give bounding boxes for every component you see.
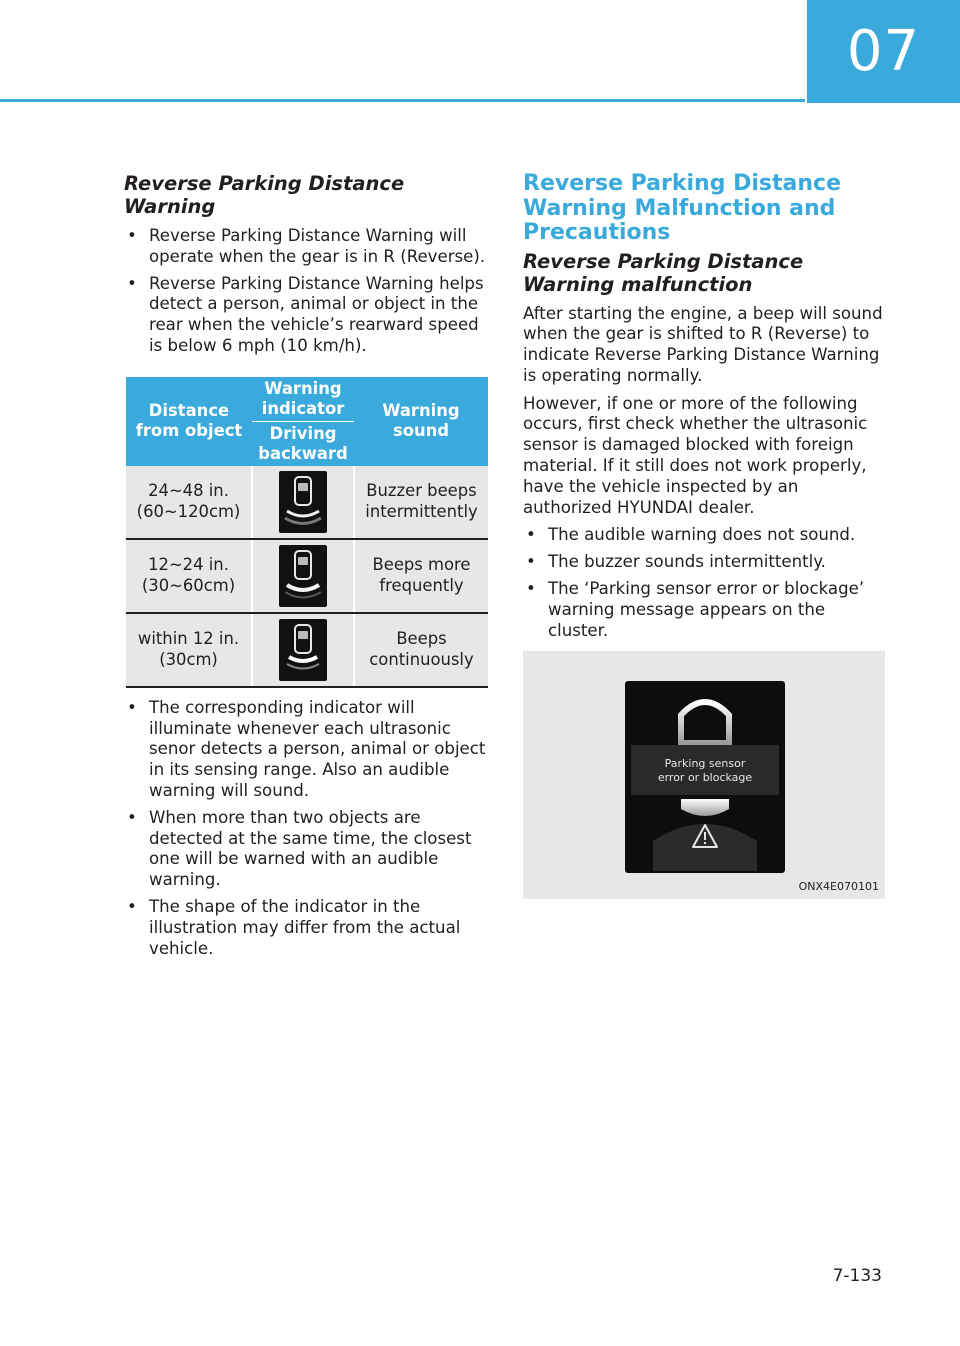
chapter-tab: [807, 0, 960, 103]
header-sound: Warning sound: [354, 377, 488, 466]
sound-cell: Beeps continuously: [354, 613, 488, 687]
header-driving: Driving backward: [252, 421, 354, 466]
cluster-warning-figure: [523, 651, 885, 899]
section-heading: Reverse Parking Distance Warning: [124, 172, 405, 218]
list-item: • Reverse Parking Distance Warning will operate when the gear is in R (Reverse).: [124, 226, 488, 268]
sound-cell: Buzzer beeps intermittently: [354, 466, 488, 539]
chapter-number: 07: [846, 19, 921, 84]
list-item: • When more than two objects are detected at the same time, the closest one will be warned with an audible warning.: [124, 808, 488, 891]
list-item: • The ‘Parking sensor error or blockage’ warning message appears on the cluster.: [523, 579, 887, 641]
notes-bullet-list: [124, 698, 488, 960]
table-row: [126, 613, 488, 687]
distance-warning-table: [126, 377, 488, 688]
section-title: Reverse Parking Distance Warning Malfunction and Precautions: [523, 171, 842, 245]
header-indicator: Warning indicator: [252, 377, 354, 422]
car-sensor-near-icon: [279, 619, 327, 681]
figure-caption: ONX4E070101: [798, 880, 879, 894]
header-distance: Distance from object: [126, 377, 252, 466]
message-line-2: error or blockage: [657, 771, 753, 785]
list-item: • The audible warning does not sound.: [523, 525, 887, 546]
car-sensor-mid-icon: [279, 545, 327, 607]
header-rule: [0, 99, 805, 102]
message-line-1: Parking sensor: [664, 757, 746, 771]
list-item: • Reverse Parking Distance Warning helps detect a person, animal or object in the rear when the vehicle’s rearward speed is below 6 mph (10 km/h).: [124, 274, 488, 357]
malfunction-bullet-list: [523, 525, 887, 641]
paragraph: However, if one or more of the following occurs, first check whether the ultrasonic sensor is damaged blocked with foreign material. If it still does not work properly, have the vehicle inspected by an authorized HYUNDAI dealer.: [523, 393, 868, 517]
distance-cell: 24~48 in. (60~120cm): [126, 466, 252, 539]
intro-bullet-list: [124, 226, 488, 357]
list-item: • The buzzer sounds intermittently.: [523, 552, 887, 573]
car-sensor-far-icon: [279, 471, 327, 533]
page-number: 7-133: [832, 1266, 882, 1286]
table-row: [126, 539, 488, 613]
distance-cell: 12~24 in. (30~60cm): [126, 539, 252, 613]
list-item: • The corresponding indicator will illuminate whenever each ultrasonic senor detects a person, animal or object in its sensing range. Also an audible warning will sound.: [124, 698, 488, 802]
right-column: [523, 172, 887, 899]
cluster-display-graphic: [625, 681, 785, 873]
left-column: [124, 172, 488, 965]
cluster-display: [625, 681, 785, 873]
sound-cell: Beeps more frequently: [354, 539, 488, 613]
list-item: • The shape of the indicator in the illustration may differ from the actual vehicle.: [124, 897, 488, 959]
table-row: [126, 466, 488, 539]
paragraph: After starting the engine, a beep will sound when the gear is shifted to R (Reverse) to indicate Reverse Parking Distance Warning is operating normally.: [523, 303, 883, 385]
subheading: Reverse Parking Distance Warning malfunction: [523, 249, 804, 296]
distance-cell: within 12 in. (30cm): [126, 613, 252, 687]
